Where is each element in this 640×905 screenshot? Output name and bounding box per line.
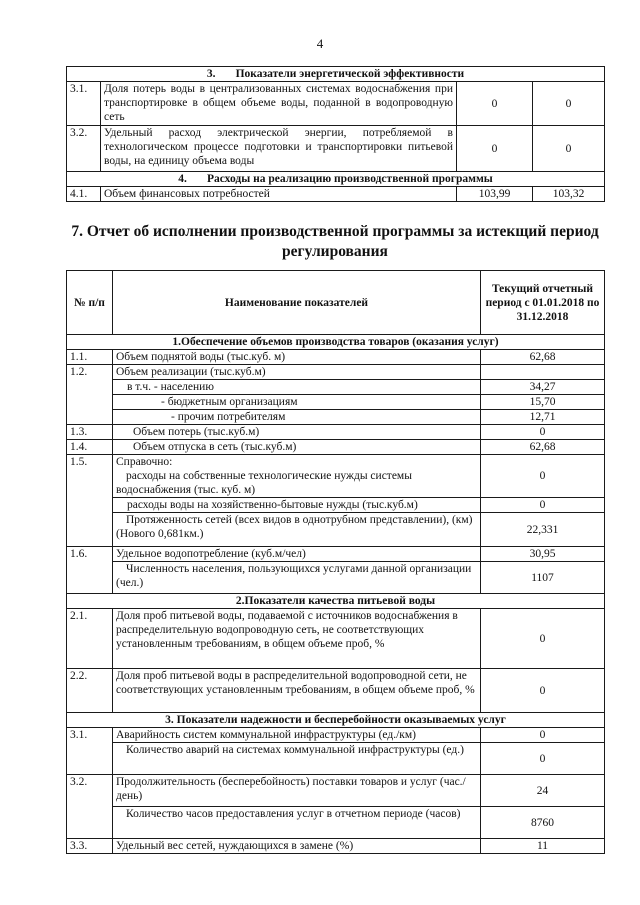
row-value: 22,331 [481, 513, 605, 547]
row-value: 0 [533, 126, 605, 172]
row-value [481, 365, 605, 380]
row-number: 1.6. [67, 547, 113, 594]
row-name-detail: расходы на собственные технологические нужды системы водоснабжения (тыс. куб. м) [116, 470, 412, 496]
row-value: 103,32 [533, 187, 605, 202]
row-value: 30,95 [481, 547, 605, 562]
row-value: 103,99 [457, 187, 533, 202]
table-row [67, 743, 605, 775]
table-header-row [67, 271, 605, 335]
row-name [113, 455, 481, 498]
table-row [67, 713, 605, 728]
row-number: 1.3. [67, 425, 113, 440]
header-name: Наименование показателей [113, 271, 481, 335]
header-number: № п/п [67, 271, 113, 335]
row-value: 0 [481, 498, 605, 513]
table-row [67, 350, 605, 365]
table-row [67, 395, 605, 410]
row-value: 0 [481, 425, 605, 440]
row-number: 3.2. [67, 775, 113, 839]
row-number: 1.2. [67, 365, 113, 425]
row-value: 0 [533, 82, 605, 126]
row-name: Объем потерь (тыс.куб.м) [113, 425, 481, 440]
table-row [67, 728, 605, 743]
table-row [67, 594, 605, 609]
row-number: 2.1. [67, 609, 113, 669]
row-value: 15,70 [481, 395, 605, 410]
row-value: 0 [457, 126, 533, 172]
row-number: 1.1. [67, 350, 113, 365]
row-number: 3.1. [67, 728, 113, 775]
table-row [67, 187, 605, 202]
row-name: Количество часов предоставления услуг в отчетном периоде (часов) [113, 807, 481, 839]
row-name: Доля проб питьевой воды в распределительной водопроводной сети, не соответствующих установленным требованиям, в общем объеме проб, % [113, 669, 481, 713]
report-title: 7. Отчет об исполнении производственной программы за истекщий период регулирования [71, 223, 599, 260]
table-row [67, 775, 605, 807]
row-value: 0 [481, 743, 605, 775]
row-value: 34,27 [481, 380, 605, 395]
table-row [67, 380, 605, 395]
row-value: 8760 [481, 807, 605, 839]
row-value: 11 [481, 839, 605, 854]
row-name: Объем отпуска в сеть (тыс.куб.м) [113, 440, 481, 455]
table-row [67, 513, 605, 547]
row-name: Численность населения, пользующихся услугами данной организации (чел.) [113, 562, 481, 594]
row-value: 62,68 [481, 350, 605, 365]
section-header: 4. Расходы на реализацию производственной программы [67, 172, 605, 187]
row-name: Удельный расход электрической энергии, потребляемой в технологическом процессе подготовки и транспортировки питьевой воды, на единицу объема воды [101, 126, 457, 172]
row-name: Удельное водопотребление (куб.м/чел) [113, 547, 481, 562]
row-value: 24 [481, 775, 605, 807]
table-row [67, 410, 605, 425]
row-value: 62,68 [481, 440, 605, 455]
table-row [67, 365, 605, 380]
row-name: Объем реализации (тыс.куб.м) [113, 365, 481, 380]
row-number: 1.4. [67, 440, 113, 455]
row-value: 0 [481, 669, 605, 713]
table-row [67, 547, 605, 562]
table-row [67, 172, 605, 187]
row-number: 3.3. [67, 839, 113, 854]
table-row [67, 82, 605, 126]
table-row [67, 807, 605, 839]
table-row [67, 839, 605, 854]
table-row [67, 425, 605, 440]
row-number: 3.2. [67, 126, 101, 172]
energy-efficiency-table [66, 66, 605, 202]
row-name: в т.ч. - населению [113, 380, 481, 395]
row-number: 3.1. [67, 82, 101, 126]
row-name: - бюджетным организациям [113, 395, 481, 410]
row-number: 1.5. [67, 455, 113, 547]
row-name-title: Справочно: [116, 456, 173, 468]
header-period: Текущий отчетный период с 01.01.2018 по 31.12.2018 [481, 271, 605, 335]
row-name: Продолжительность (бесперебойность) поставки товаров и услуг (час./день) [113, 775, 481, 807]
table-row [67, 126, 605, 172]
table-row [67, 609, 605, 669]
table-row [67, 335, 605, 350]
row-number: 4.1. [67, 187, 101, 202]
row-name: Удельный вес сетей, нуждающихся в замене (%) [113, 839, 481, 854]
table-row [67, 562, 605, 594]
row-name: Количество аварий на системах коммунальной инфраструктуры (ед.) [113, 743, 481, 775]
page-number: 4 [316, 36, 324, 51]
row-name: Доля проб питьевой воды, подаваемой с источников водоснабжения в распределительную водопроводную сеть, не соответствующих установленным требованиям, в общем объеме проб, % [113, 609, 481, 669]
table-row [67, 498, 605, 513]
row-value: 0 [457, 82, 533, 126]
row-name: расходы воды на хозяйственно-бытовые нужды (тыс.куб.м) [113, 498, 481, 513]
table-row [67, 669, 605, 713]
section-header: 3. Показатели надежности и бесперебойности оказываемых услуг [67, 713, 605, 728]
row-value: 1107 [481, 562, 605, 594]
table-row [67, 455, 605, 498]
row-value: 12,71 [481, 410, 605, 425]
row-value: 0 [481, 609, 605, 669]
row-value: 0 [481, 455, 605, 498]
report-table [66, 270, 605, 854]
table-row [67, 440, 605, 455]
row-name: - прочим потребителям [113, 410, 481, 425]
table-row [67, 67, 605, 82]
row-number: 2.2. [67, 669, 113, 713]
row-name: Доля потерь воды в централизованных системах водоснабжения при транспортировке в общем объеме воды, поданной в водопроводную сеть [101, 82, 457, 126]
row-name: Объем поднятой воды (тыс.куб. м) [113, 350, 481, 365]
row-value: 0 [481, 728, 605, 743]
section-header: 1.Обеспечение объемов производства товаров (оказания услуг) [67, 335, 605, 350]
row-name: Протяженность сетей (всех видов в однотрубном представлении), (км) (Нового 0,681км.) [113, 513, 481, 547]
row-name: Аварийность систем коммунальной инфраструктуры (ед./км) [113, 728, 481, 743]
row-name: Объем финансовых потребностей [101, 187, 457, 202]
section-header: 3. Показатели энергетической эффективности [67, 67, 605, 82]
section-header: 2.Показатели качества питьевой воды [67, 594, 605, 609]
